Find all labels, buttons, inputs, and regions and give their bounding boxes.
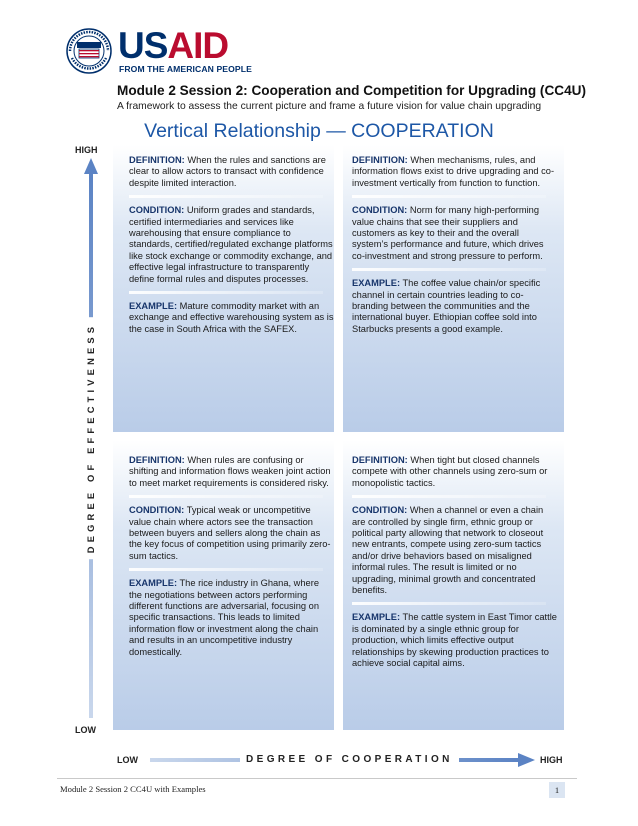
- condition-paragraph: CONDITION: Norm for many high-performing value chains that see their suppliers and customers as key to their and the overall system’s performance and future, which drives co-investment and strong pressure to perform.: [352, 205, 544, 261]
- separator: [129, 495, 323, 498]
- quadrant-bottom-right-text: [352, 455, 557, 676]
- page-title: Vertical Relationship — COOPERATION: [144, 120, 494, 142]
- x-axis-title: DEGREE OF COOPERATION: [240, 754, 459, 765]
- separator: [129, 195, 323, 198]
- module-subtitle: A framework to assess the current picture and frame a future vision for value chain upgrading: [117, 101, 542, 112]
- separator: [352, 602, 546, 605]
- example-paragraph: EXAMPLE: The coffee value chain/or specific channel in certain countries leading to co-branding between the communities and the international buyer. Ethiopian coffee sold into Starbucks presents a good example.: [352, 278, 541, 334]
- definition-paragraph: DEFINITION: When the rules and sanctions are clear to allow actors to transact with confidence despite limited interaction.: [129, 155, 326, 188]
- y-axis-low-label: LOW: [75, 725, 96, 735]
- condition-paragraph: CONDITION: Typical weak or uncompetitive value chain where actors see the transaction between buyers and sellers along the chain as the key focus of competition using primarily zero-sum tactics.: [129, 505, 331, 561]
- usaid-wordmark: USAID: [118, 25, 229, 66]
- y-axis-title: DEGREE OF EFFECTIVENESS: [83, 317, 99, 559]
- separator: [129, 291, 323, 294]
- page-number: 1: [549, 782, 565, 798]
- example-paragraph: EXAMPLE: Mature commodity market with an exchange and effective warehousing system as is the case in South Africa with the SAFEX.: [129, 301, 334, 334]
- quadrant-top-right-text: [352, 155, 557, 341]
- usaid-seal-icon: [66, 28, 112, 74]
- definition-paragraph: DEFINITION: When mechanisms, rules, and information flows exist to drive upgrading and co-investment vertically from function to function.: [352, 155, 555, 188]
- footer-divider: [57, 778, 577, 779]
- condition-paragraph: CONDITION: Uniform grades and standards, certified intermediaries and services like warehousing that ensure compliance to standards, certified/regulated exchange platforms like stock exchange or commodity exchange, and effective legal infrastructure to transparently define formal rules and disputes processes.: [129, 205, 333, 284]
- module-title: Module 2 Session 2: Cooperation and Competition for Upgrading (CC4U): [117, 83, 586, 98]
- footer-text: Module 2 Session 2 CC4U with Examples: [60, 784, 206, 794]
- example-paragraph: EXAMPLE: The cattle system in East Timor cattle is dominated by a single ethnic group for production, which limits effective output relationships by skewing production practices to achieve social capital aims.: [352, 612, 557, 669]
- separator: [352, 195, 546, 198]
- separator: [352, 495, 546, 498]
- quadrant-top-left-text: [129, 155, 334, 341]
- x-axis-low-label: LOW: [117, 755, 138, 765]
- condition-paragraph: CONDITION: When a channel or even a chain are controlled by single firm, ethnic group or political party allowing that network to closeout new entrants, compete using zero-sum tactics and/or drive behaviors based on misaligned informal rules. The result is limited or no upgrading, minimal growth and concentrated benefits.: [352, 505, 544, 596]
- separator: [352, 268, 546, 271]
- separator: [129, 568, 323, 571]
- usaid-tagline: FROM THE AMERICAN PEOPLE: [119, 64, 252, 74]
- x-axis-high-label: HIGH: [540, 755, 563, 765]
- example-paragraph: EXAMPLE: The rice industry in Ghana, where the negotiations between actors performing different functions are adversarial, focusing on specific transactions. This leads to limited information flow or investment along the chain and results in an uncompetitive industry domestically.: [129, 578, 320, 657]
- definition-paragraph: DEFINITION: When tight but closed channels compete with other channels using zero-sum or monopolistic tactics.: [352, 455, 548, 488]
- y-axis-high-label: HIGH: [75, 145, 98, 155]
- quadrant-bottom-left-text: [129, 455, 334, 664]
- definition-paragraph: DEFINITION: When rules are confusing or shifting and information flows weaken joint action to meet market requirements is considered risky.: [129, 455, 331, 488]
